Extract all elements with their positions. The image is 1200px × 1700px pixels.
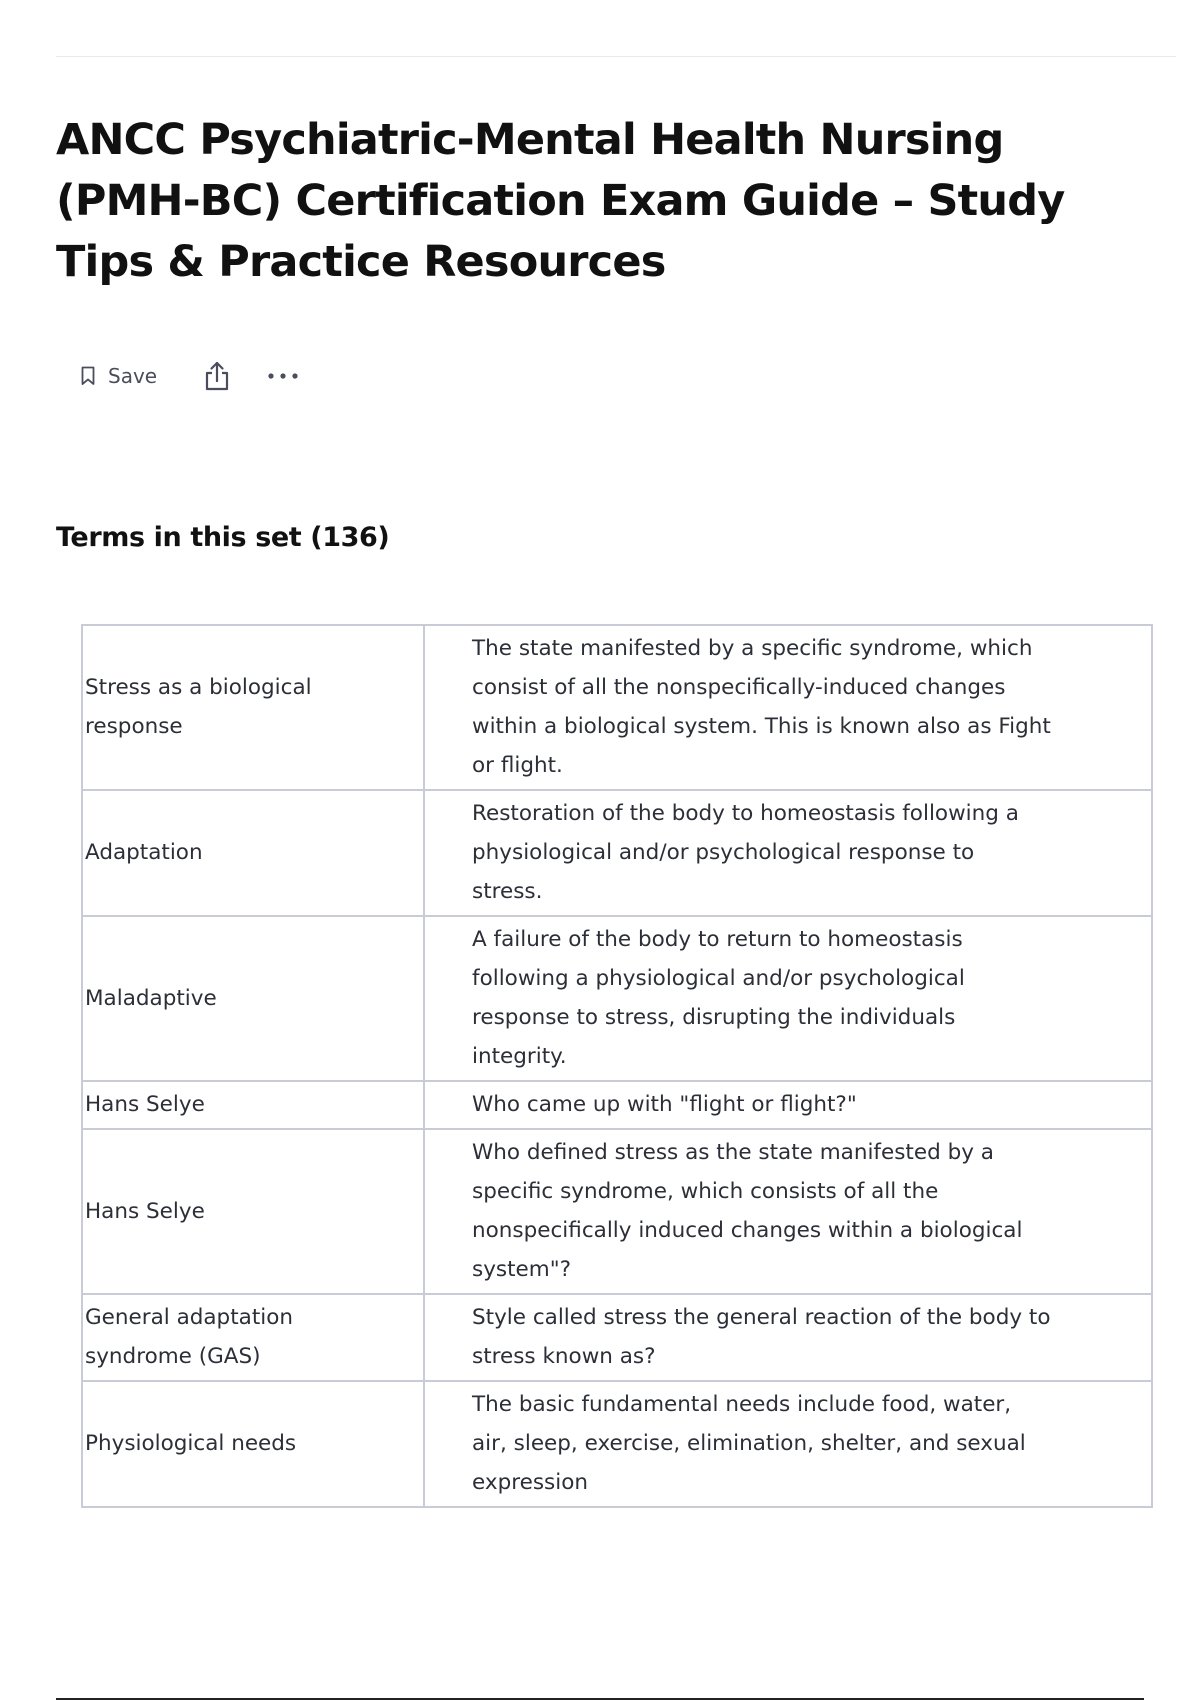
page-title: ANCC Psychiatric-Mental Health Nursing (PMH-BC) Certification Exam Guide – Study Tips & Practice Resources	[56, 115, 1065, 287]
definition-cell: Restoration of the body to homeostasis following a physiological and/or psychological response to stress.	[424, 790, 1152, 916]
definition-cell: Who came up with "flight or flight?"	[424, 1081, 1152, 1129]
definition-cell: Who defined stress as the state manifested by a specific syndrome, which consists of all the nonspecifically induced changes within a biological system"?	[424, 1129, 1152, 1294]
action-bar	[80, 356, 299, 396]
more-horizontal-icon	[267, 372, 299, 380]
term-cell: General adaptation syndrome (GAS)	[82, 1294, 424, 1381]
table-row[interactable]	[82, 790, 1152, 916]
definition-cell: The state manifested by a specific syndrome, which consist of all the nonspecifically-induced changes within a biological system. This is known also as Fight or flight.	[424, 625, 1152, 790]
definition-cell: A failure of the body to return to homeostasis following a physiological and/or psychological response to stress, disrupting the individuals integrity.	[424, 916, 1152, 1081]
definition-cell: Style called stress the general reaction of the body to stress known as?	[424, 1294, 1152, 1381]
top-divider	[56, 56, 1176, 57]
table-row[interactable]	[82, 1381, 1152, 1507]
table-row[interactable]	[82, 916, 1152, 1081]
definition-cell: The basic fundamental needs include food, water, air, sleep, exercise, elimination, shelter, and sexual expression	[424, 1381, 1152, 1507]
term-cell: Physiological needs	[82, 1381, 424, 1507]
save-label: Save	[108, 364, 158, 388]
term-cell: Adaptation	[82, 790, 424, 916]
terms-table	[81, 624, 1153, 1508]
term-cell: Maladaptive	[82, 916, 424, 1081]
table-row[interactable]	[82, 625, 1152, 790]
term-cell: Hans Selye	[82, 1129, 424, 1294]
table-row[interactable]	[82, 1081, 1152, 1129]
table-row[interactable]	[82, 1294, 1152, 1381]
more-options-button[interactable]	[267, 372, 299, 380]
table-row[interactable]	[82, 1129, 1152, 1294]
terms-heading: Terms in this set (136)	[56, 522, 390, 553]
share-icon	[203, 360, 231, 392]
share-button[interactable]	[203, 360, 231, 392]
save-button[interactable]	[80, 364, 157, 388]
bookmark-icon	[80, 366, 96, 386]
term-cell: Hans Selye	[82, 1081, 424, 1129]
term-cell: Stress as a biological response	[82, 625, 424, 790]
